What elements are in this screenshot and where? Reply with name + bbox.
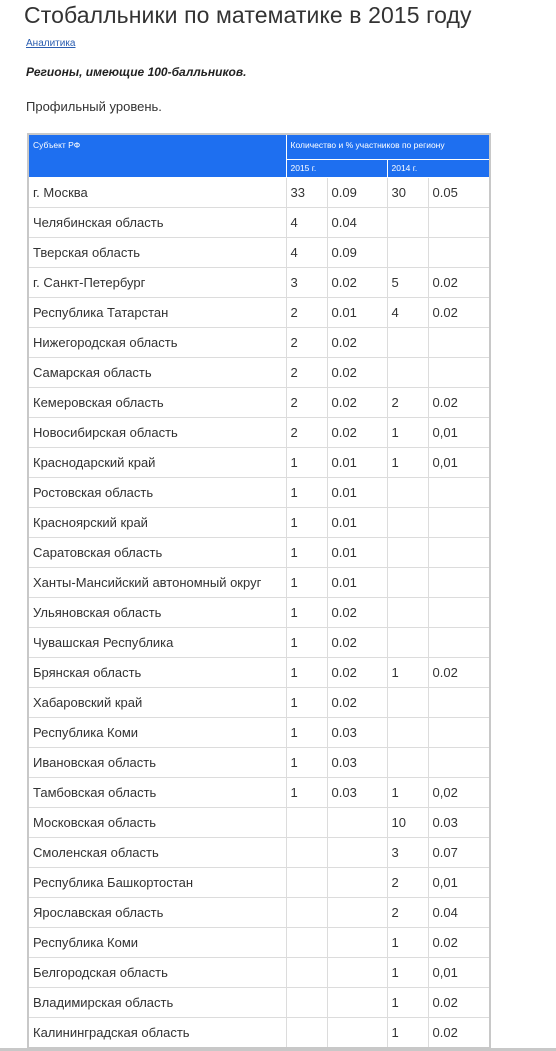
percent-2014-cell	[428, 628, 490, 658]
region-cell: Ярославская область	[28, 898, 286, 928]
percent-2014-cell	[428, 538, 490, 568]
percent-2015-cell	[327, 958, 387, 988]
region-cell: Брянская область	[28, 658, 286, 688]
table-row	[28, 958, 490, 988]
count-2014-cell: 1	[387, 418, 428, 448]
count-2015-cell: 1	[286, 448, 327, 478]
region-cell: Красноярский край	[28, 508, 286, 538]
table-row	[28, 178, 490, 208]
percent-2015-cell: 0.02	[327, 418, 387, 448]
table-row	[28, 628, 490, 658]
table-row	[28, 298, 490, 328]
region-cell: Смоленская область	[28, 838, 286, 868]
percent-2014-cell: 0,01	[428, 868, 490, 898]
region-cell: Владимирская область	[28, 988, 286, 1018]
table-row	[28, 898, 490, 928]
table-row	[28, 688, 490, 718]
count-2015-cell	[286, 808, 327, 838]
percent-2014-cell: 0.02	[428, 658, 490, 688]
table-body	[28, 178, 490, 1049]
percent-2015-cell: 0.04	[327, 208, 387, 238]
percent-2015-cell: 0.02	[327, 328, 387, 358]
table-row	[28, 838, 490, 868]
percent-2015-cell: 0.09	[327, 178, 387, 208]
region-cell: Республика Коми	[28, 718, 286, 748]
table-row	[28, 748, 490, 778]
table-row	[28, 718, 490, 748]
percent-2014-cell	[428, 718, 490, 748]
count-2015-cell: 2	[286, 328, 327, 358]
table-row	[28, 358, 490, 388]
percent-2015-cell: 0.02	[327, 388, 387, 418]
percent-2014-cell: 0,01	[428, 448, 490, 478]
percent-2014-cell	[428, 688, 490, 718]
count-2015-cell	[286, 838, 327, 868]
percent-2014-cell: 0.07	[428, 838, 490, 868]
count-2015-cell	[286, 928, 327, 958]
count-2015-cell: 4	[286, 208, 327, 238]
percent-2014-cell: 0.02	[428, 928, 490, 958]
count-2014-cell	[387, 568, 428, 598]
count-2014-cell: 1	[387, 928, 428, 958]
count-2014-cell: 2	[387, 388, 428, 418]
percent-2015-cell	[327, 808, 387, 838]
count-2015-cell: 1	[286, 658, 327, 688]
percent-2014-cell: 0.02	[428, 1018, 490, 1049]
region-cell: Тамбовская область	[28, 778, 286, 808]
count-2014-cell: 2	[387, 868, 428, 898]
count-2014-cell	[387, 598, 428, 628]
count-2015-cell: 1	[286, 478, 327, 508]
percent-2014-cell: 0.03	[428, 808, 490, 838]
percent-2015-cell: 0.02	[327, 598, 387, 628]
percent-2015-cell: 0.01	[327, 508, 387, 538]
percent-2015-cell	[327, 928, 387, 958]
table-row	[28, 808, 490, 838]
count-2014-cell: 1	[387, 1018, 428, 1049]
percent-2014-cell: 0.02	[428, 388, 490, 418]
percent-2015-cell: 0.09	[327, 238, 387, 268]
percent-2014-cell	[428, 508, 490, 538]
count-2014-cell	[387, 238, 428, 268]
region-cell: г. Санкт-Петербург	[28, 268, 286, 298]
region-cell: Республика Башкортостан	[28, 868, 286, 898]
count-2014-cell	[387, 688, 428, 718]
count-2014-cell: 1	[387, 778, 428, 808]
table-row	[28, 268, 490, 298]
count-2015-cell: 1	[286, 748, 327, 778]
count-2014-cell	[387, 628, 428, 658]
page-title: Стобалльники по математике в 2015 году	[24, 2, 472, 28]
count-2015-cell: 1	[286, 568, 327, 598]
count-2015-cell	[286, 868, 327, 898]
percent-2015-cell: 0.03	[327, 718, 387, 748]
count-2014-cell	[387, 208, 428, 238]
count-2015-cell	[286, 988, 327, 1018]
percent-2014-cell: 0.02	[428, 298, 490, 328]
table-row	[28, 418, 490, 448]
table-row	[28, 328, 490, 358]
count-2015-cell: 2	[286, 418, 327, 448]
header-region: Субъект РФ	[28, 134, 286, 178]
count-2015-cell: 33	[286, 178, 327, 208]
count-2014-cell: 2	[387, 898, 428, 928]
table-row	[28, 508, 490, 538]
percent-2014-cell: 0.02	[428, 268, 490, 298]
count-2015-cell: 1	[286, 778, 327, 808]
region-cell: Ханты-Мансийский автономный округ	[28, 568, 286, 598]
percent-2015-cell	[327, 838, 387, 868]
percent-2014-cell: 0.02	[428, 988, 490, 1018]
count-2014-cell: 3	[387, 838, 428, 868]
percent-2014-cell: 0,02	[428, 778, 490, 808]
region-cell: Нижегородская область	[28, 328, 286, 358]
count-2015-cell	[286, 898, 327, 928]
percent-2015-cell	[327, 1018, 387, 1049]
table-row	[28, 238, 490, 268]
percent-2015-cell: 0.03	[327, 748, 387, 778]
count-2015-cell	[286, 958, 327, 988]
percent-2014-cell	[428, 328, 490, 358]
count-2015-cell: 3	[286, 268, 327, 298]
count-2015-cell	[286, 1018, 327, 1049]
table-row	[28, 778, 490, 808]
region-cell: Белгородская область	[28, 958, 286, 988]
percent-2014-cell	[428, 598, 490, 628]
count-2015-cell: 4	[286, 238, 327, 268]
region-cell: Краснодарский край	[28, 448, 286, 478]
region-cell: Чувашская Республика	[28, 628, 286, 658]
region-cell: г. Москва	[28, 178, 286, 208]
region-cell: Хабаровский край	[28, 688, 286, 718]
percent-2014-cell	[428, 238, 490, 268]
table-row	[28, 538, 490, 568]
count-2014-cell	[387, 358, 428, 388]
percent-2014-cell	[428, 208, 490, 238]
percent-2014-cell	[428, 478, 490, 508]
percent-2014-cell: 0.05	[428, 178, 490, 208]
table-row	[28, 1018, 490, 1049]
percent-2015-cell: 0.02	[327, 658, 387, 688]
table-row	[28, 868, 490, 898]
percent-2014-cell	[428, 568, 490, 598]
percent-2015-cell: 0.02	[327, 628, 387, 658]
region-cell: Самарская область	[28, 358, 286, 388]
region-cell: Саратовская область	[28, 538, 286, 568]
percent-2015-cell: 0.01	[327, 448, 387, 478]
count-2014-cell	[387, 328, 428, 358]
region-cell: Республика Коми	[28, 928, 286, 958]
table-row	[28, 478, 490, 508]
count-2014-cell: 4	[387, 298, 428, 328]
percent-2015-cell: 0.02	[327, 688, 387, 718]
region-cell: Тверская область	[28, 238, 286, 268]
percent-2015-cell: 0.02	[327, 268, 387, 298]
count-2014-cell: 30	[387, 178, 428, 208]
percent-2014-cell	[428, 748, 490, 778]
region-cell: Челябинская область	[28, 208, 286, 238]
count-2015-cell: 2	[286, 298, 327, 328]
count-2014-cell: 1	[387, 448, 428, 478]
region-cell: Ульяновская область	[28, 598, 286, 628]
percent-2014-cell: 0.04	[428, 898, 490, 928]
header-year-2014: 2014 г.	[387, 160, 490, 178]
table-row	[28, 988, 490, 1018]
table-row	[28, 448, 490, 478]
region-cell: Ростовская область	[28, 478, 286, 508]
percent-2015-cell	[327, 988, 387, 1018]
count-2015-cell: 1	[286, 628, 327, 658]
count-2014-cell: 1	[387, 658, 428, 688]
count-2014-cell	[387, 538, 428, 568]
count-2015-cell: 2	[286, 358, 327, 388]
region-cell: Кемеровская область	[28, 388, 286, 418]
percent-2014-cell	[428, 358, 490, 388]
region-cell: Республика Татарстан	[28, 298, 286, 328]
count-2015-cell: 1	[286, 598, 327, 628]
count-2015-cell: 1	[286, 508, 327, 538]
count-2014-cell: 1	[387, 958, 428, 988]
region-cell: Московская область	[28, 808, 286, 838]
region-cell: Новосибирская область	[28, 418, 286, 448]
count-2015-cell: 1	[286, 688, 327, 718]
table-row	[28, 928, 490, 958]
category-link[interactable]: Аналитика	[26, 38, 76, 49]
count-2014-cell: 10	[387, 808, 428, 838]
count-2015-cell: 1	[286, 538, 327, 568]
percent-2015-cell: 0.01	[327, 298, 387, 328]
count-2014-cell	[387, 478, 428, 508]
percent-2015-cell	[327, 868, 387, 898]
section-subtitle: Регионы, имеющие 100-балльников.	[26, 65, 247, 79]
table-row	[28, 388, 490, 418]
percent-2015-cell: 0.03	[327, 778, 387, 808]
table-row	[28, 658, 490, 688]
table-row	[28, 208, 490, 238]
count-2014-cell: 5	[387, 268, 428, 298]
table-row	[28, 568, 490, 598]
header-year-2015: 2015 г.	[286, 160, 387, 178]
region-cell: Калининградская область	[28, 1018, 286, 1049]
percent-2015-cell: 0.02	[327, 358, 387, 388]
results-table	[27, 133, 491, 1049]
percent-2015-cell	[327, 898, 387, 928]
percent-2015-cell: 0.01	[327, 538, 387, 568]
count-2014-cell	[387, 718, 428, 748]
percent-2015-cell: 0.01	[327, 478, 387, 508]
count-2015-cell: 1	[286, 718, 327, 748]
region-cell: Ивановская область	[28, 748, 286, 778]
count-2014-cell	[387, 748, 428, 778]
count-2015-cell: 2	[286, 388, 327, 418]
percent-2014-cell: 0,01	[428, 958, 490, 988]
count-2014-cell: 1	[387, 988, 428, 1018]
percent-2014-cell: 0,01	[428, 418, 490, 448]
count-2014-cell	[387, 508, 428, 538]
table-row	[28, 598, 490, 628]
level-label: Профильный уровень.	[26, 99, 162, 114]
percent-2015-cell: 0.01	[327, 568, 387, 598]
header-participants: Количество и % участников по региону	[286, 134, 490, 160]
